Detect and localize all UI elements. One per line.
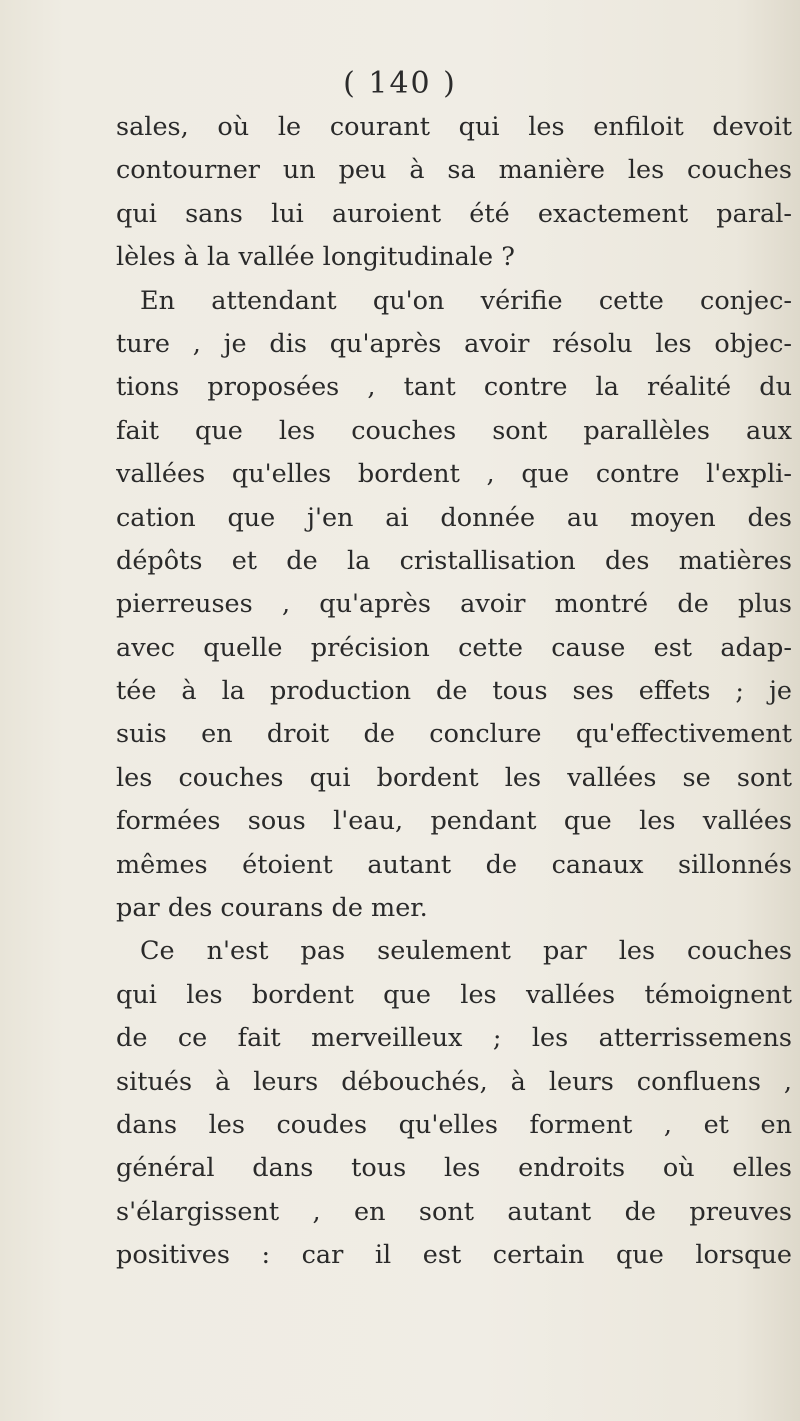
text-line: lèles à la vallée longitudinale ? [116,242,515,273]
text-line: avec quelle précision cette cause est adap- [116,632,792,663]
body-text [116,106,792,1278]
text-line: En attendant qu'on vérifie cette conjec- [140,285,792,316]
text-line: qui les bordent que les vallées témoignent [116,979,792,1010]
text-line: contourner un peu à sa manière les couches [116,155,792,186]
text-line: situés à leurs débouchés, à leurs confluens , [116,1066,792,1097]
text-line: positives : car il est certain que lorsque [116,1240,792,1271]
text-line: général dans tous les endroits où elles [116,1153,792,1184]
text-line: sales, où le courant qui les enfiloit devoit [116,112,792,142]
text-line: fait que les couches sont parallèles aux [116,415,792,446]
text-line: s'élargissent , en sont autant de preuves [116,1196,792,1227]
text-line: tions proposées , tant contre la réalité du [116,372,792,403]
text-line: formées sous l'eau, pendant que les vallées [116,806,792,837]
page-number-header: ( 140 ) [343,66,457,101]
text-line: pierreuses , qu'après avoir montré de plus [116,589,792,620]
text-line: suis en droit de conclure qu'effectivement [116,719,792,750]
text-line: les couches qui bordent les vallées se sont [116,762,792,793]
text-line: ture , je dis qu'après avoir résolu les objec- [116,328,792,359]
text-line: mêmes étoient autant de canaux sillonnés [116,849,792,880]
text-line: cation que j'en ai donnée au moyen des [116,502,792,533]
text-line: Ce n'est pas seulement par les couches [140,936,792,967]
text-line: de ce fait merveilleux ; les atterrissemens [116,1023,792,1054]
text-line: par des courans de mer. [116,893,428,924]
text-line: tée à la production de tous ses effets ; je [116,676,792,707]
text-line: vallées qu'elles bordent , que contre l'expli- [116,459,792,490]
text-line: dépôts et de la cristallisation des matières [116,545,792,576]
text-line: dans les coudes qu'elles forment , et en [116,1109,792,1140]
text-line: qui sans lui auroient été exactement paral- [116,198,792,229]
